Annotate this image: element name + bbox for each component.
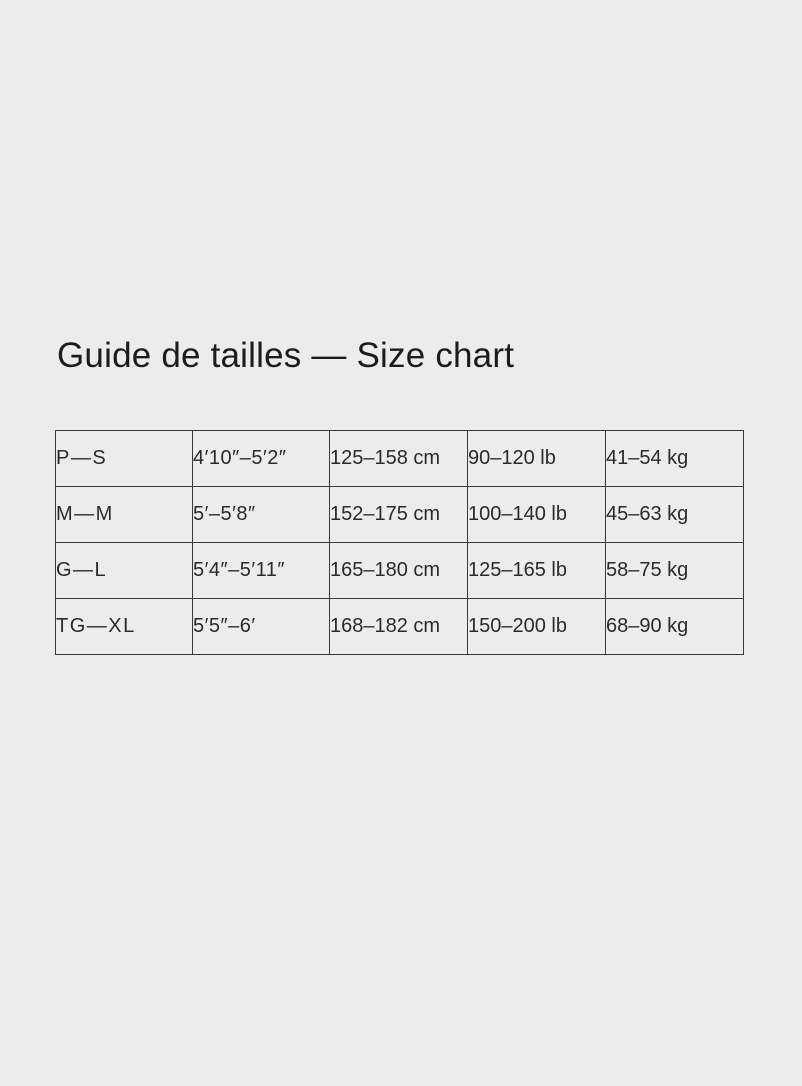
height-ft-cell: 4′10″–5′2″ (193, 431, 330, 487)
weight-lb-cell: 90–120 lb (468, 431, 606, 487)
height-cm-cell: 168–182 cm (330, 599, 468, 655)
size-cell: G—L (56, 543, 193, 599)
height-cm-cell: 165–180 cm (330, 543, 468, 599)
weight-kg-cell: 41–54 kg (606, 431, 744, 487)
weight-lb-cell: 125–165 lb (468, 543, 606, 599)
weight-lb-cell: 150–200 lb (468, 599, 606, 655)
table-row (56, 599, 744, 655)
table-row (56, 487, 744, 543)
height-ft-cell: 5′–5′8″ (193, 487, 330, 543)
height-cm-cell: 152–175 cm (330, 487, 468, 543)
height-ft-cell: 5′5″–6′ (193, 599, 330, 655)
table-row (56, 543, 744, 599)
table-row (56, 431, 744, 487)
height-cm-cell: 125–158 cm (330, 431, 468, 487)
size-cell: P—S (56, 431, 193, 487)
size-cell: M—M (56, 487, 193, 543)
weight-lb-cell: 100–140 lb (468, 487, 606, 543)
height-ft-cell: 5′4″–5′11″ (193, 543, 330, 599)
size-cell: TG—XL (56, 599, 193, 655)
weight-kg-cell: 45–63 kg (606, 487, 744, 543)
size-chart-table (55, 430, 744, 655)
page-title: Guide de tailles — Size chart (57, 336, 515, 375)
weight-kg-cell: 58–75 kg (606, 543, 744, 599)
weight-kg-cell: 68–90 kg (606, 599, 744, 655)
